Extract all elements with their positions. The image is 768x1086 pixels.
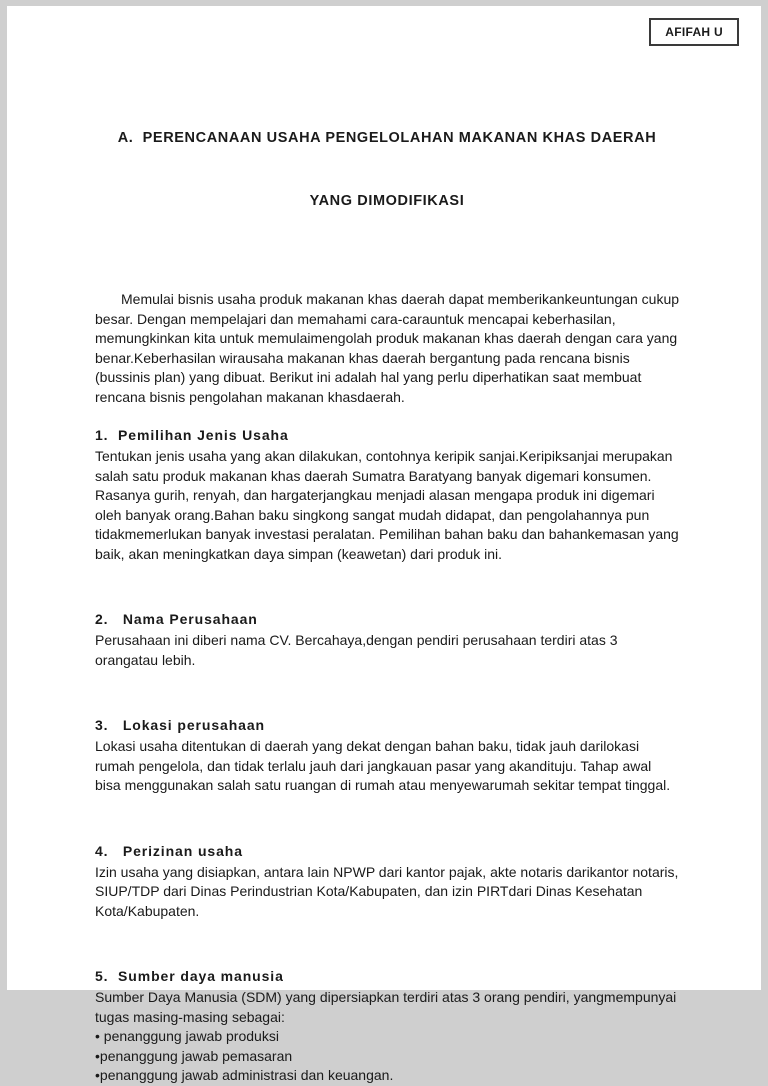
bullet-item: •penanggung jawab pemasaran: [95, 1047, 293, 1064]
section-heading: 1. Pemilihan Jenis Usaha: [95, 427, 289, 443]
section-perizinan-usaha: [95, 842, 679, 922]
section-heading: 5. Sumber daya manusia: [95, 968, 284, 984]
bullet-item: • penanggung jawab produksi: [95, 1028, 279, 1044]
section-heading: 3. Lokasi perusahaan: [95, 717, 265, 733]
section-lokasi-perusahaan: [95, 716, 679, 796]
section-body: Tentukan jenis usaha yang akan dilakukan, contohnya keripik sanjai.Keripiksanjai merupakan salah satu produk makanan khas daerah Sumatra Baratyang banyak digemari konsumen. Rasanya gurih, renyah, dan hargaterjangkau menjadi alasan mengapa produk ini digemari oleh banyak orang.Bahan baku singkong sangat mudah didapat, dan pengolahannya pun tidakmemerlukan banyak investasi peralatan. Pemilihan bahan baku dan bahankemasan yang baik, akan meningkatkan daya simpan (keawetan) dari produk ini.: [95, 448, 679, 562]
section-pemilihan-jenis-usaha: [95, 426, 679, 564]
section-sumber-daya-manusia: [95, 967, 679, 1086]
author-badge: AFIFAH U: [649, 18, 739, 46]
document-title-line1: A. PERENCANAAN USAHA PENGELOLAHAN MAKANAN KHAS DAERAH: [117, 130, 657, 146]
section-body: Perusahaan ini diberi nama CV. Bercahaya,dengan pendiri perusahaan terdiri atas 3 orangatau lebih.: [95, 632, 618, 668]
section-heading: 4. Perizinan usaha: [95, 842, 243, 859]
page-content: [7, 6, 761, 1086]
bullet-list: [95, 1027, 679, 1086]
section-body: Sumber Daya Manusia (SDM) yang dipersiapkan terdiri atas 3 orang pendiri, yangmempunyai tugas masing-masing sebagai:: [95, 989, 677, 1025]
document-title: [95, 86, 679, 254]
document-page: [7, 6, 761, 1083]
section-nama-perusahaan: [95, 610, 679, 670]
document-title-line2: YANG DIMODIFIKASI: [309, 193, 465, 209]
section-body: Izin usaha yang disiapkan, antara lain NPWP dari kantor pajak, akte notaris darikantor notaris, SIUP/TDP dari Dinas Perindustrian Kota/Kabupaten, dan izin PIRTdari Dinas Kesehatan Kota/Kabupaten.: [95, 863, 679, 919]
section-body: Lokasi usaha ditentukan di daerah yang dekat dengan bahan baku, tidak jauh darilokasi rumah pengelola, dan tidak terlalu jauh dari jangkauan pasar yang akandituju. Tahap awal bisa menggunakan salah satu ruangan di rumah atau menyewarumah sekitar tempat tinggal.: [95, 738, 671, 793]
bullet-item: •penanggung jawab administrasi dan keuangan.: [95, 1067, 394, 1083]
intro-paragraph: Memulai bisnis usaha produk makanan khas daerah dapat memberikankeuntungan cukup besar. Dengan mempelajari dan memahami cara-carauntuk mencapai keberhasilan, memungkinkan kita untuk memulaimengolah produk makanan khas daerah dengan cara yang benar.Keberhasilan wirausaha makanan khas daerah bergantung pada rencana bisnis (bussinis plan) yang dibuat. Berikut ini adalah hal yang perlu diperhatikan saat membuat rencana bisnis pengolahan makanan khasdaerah.: [95, 291, 680, 405]
section-heading: 2. Nama Perusahaan: [95, 611, 258, 627]
